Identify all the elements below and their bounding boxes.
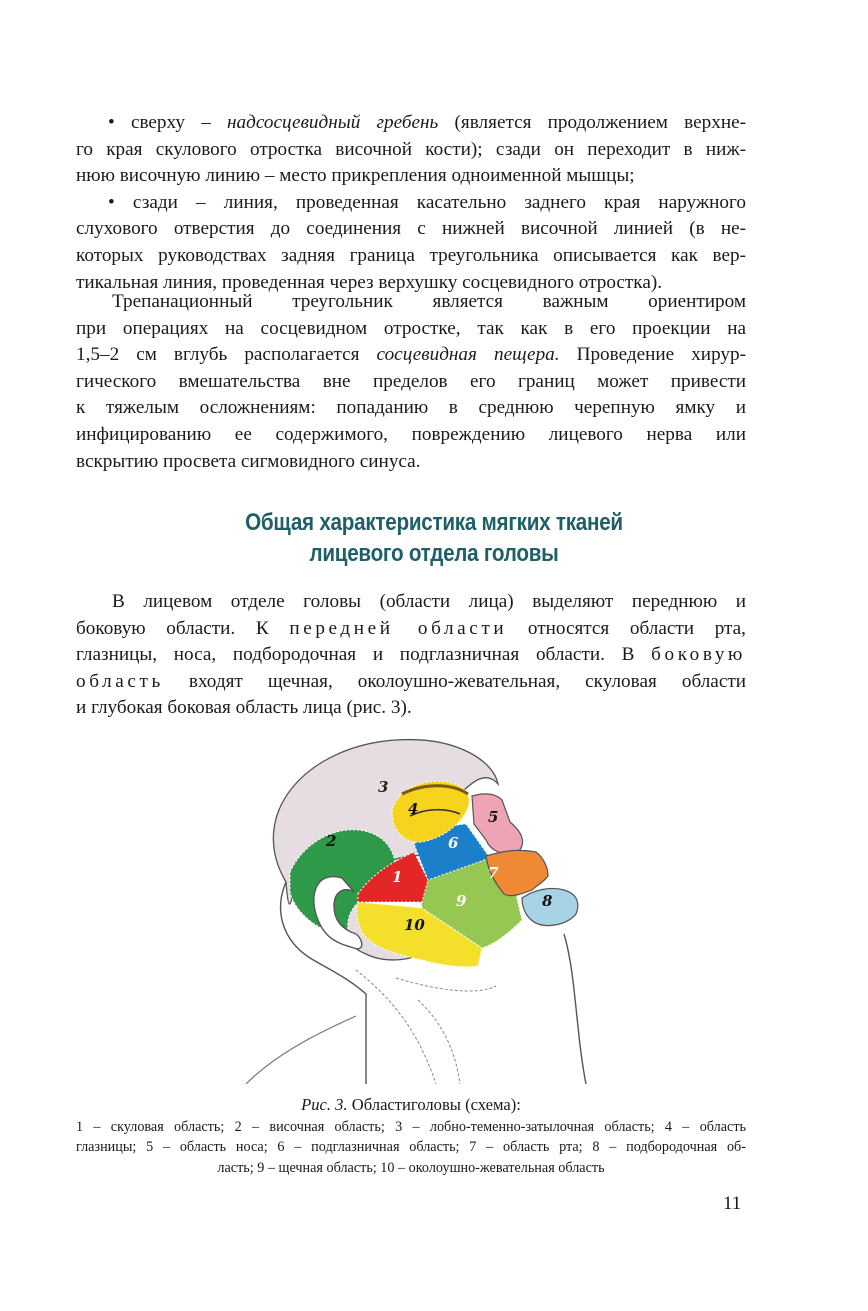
- paragraph-trepanation: [76, 289, 746, 475]
- region-label-9: 9: [456, 892, 467, 910]
- legend-line: глазницы; 5 – область носа; 6 – подглазничная область; 7 – область рта; 8 – подбородочная об-: [76, 1139, 746, 1156]
- neck-lines: [356, 970, 496, 1084]
- shoulder-line: [246, 1016, 356, 1084]
- region-label-3: 3: [378, 778, 389, 796]
- paragraph-face-regions: [76, 589, 746, 722]
- region-label-8: 8: [542, 892, 553, 910]
- text-line: го края скулового отростка височной кости); сзади он переходит в ниж-: [76, 138, 746, 160]
- text-line: 1,5–2 см вглубь располагается сосцевидная пещера. Проведение хирур-: [76, 344, 746, 366]
- figure-caption: Рис. 3. Областиголовы (схема):: [301, 1095, 521, 1114]
- heading-line: лицевого отдела головы: [309, 540, 559, 567]
- figure-legend: [76, 1117, 746, 1178]
- region-label-1: 1: [392, 868, 403, 886]
- text-line: которых руководствах задняя граница треугольника описывается как вер-: [76, 244, 746, 266]
- region-label-2: 2: [326, 832, 337, 850]
- region-label-6: 6: [448, 834, 459, 852]
- section-heading: [61, 507, 807, 569]
- head-regions-figure: [246, 734, 592, 1084]
- text-line: вскрытию просвета сигмовидного синуса.: [76, 450, 421, 472]
- region-label-5: 5: [488, 808, 499, 826]
- text-line: • сверху – надсосцевидный гребень (является продолжением верхне-: [108, 112, 746, 133]
- text-line: боковую области. К передней области относятся области рта,: [76, 617, 746, 639]
- page-number: 11: [723, 1193, 742, 1214]
- text-line: инфицированию ее содержимого, повреждению лицевого нерва или: [76, 423, 746, 445]
- region-label-7: 7: [488, 864, 499, 882]
- text-line: при операциях на сосцевидном отростке, так как в его проекции на: [76, 317, 746, 339]
- text-line: Трепанационный треугольник является важным ориентиром: [112, 291, 746, 312]
- text-line: к тяжелым осложнениям: попаданию в среднюю черепную ямку и: [76, 397, 746, 419]
- neck-outline: [564, 934, 586, 1084]
- text-line: область входят щечная, околоушно-жевательная, скуловая области: [76, 670, 746, 692]
- bullet-list: [76, 110, 746, 296]
- legend-line: ласть; 9 – щечная область; 10 – околоушно-жевательная область: [217, 1159, 605, 1176]
- text-line: • сзади – линия, проведенная касательно заднего края наружного: [108, 191, 746, 213]
- heading-line: Общая характеристика мягких тканей: [245, 509, 623, 536]
- text-line: глазницы, носа, подбородочная и подглазничная области. В боковую: [76, 644, 746, 666]
- text-line: нюю височную линию – место прикрепления одноименной мышцы;: [76, 165, 635, 187]
- text-line: слухового отверстия до соединения с нижней височной линией (в не-: [76, 218, 746, 240]
- region-label-10: 10: [404, 916, 425, 934]
- legend-line: 1 – скуловая область; 2 – височная область; 3 – лобно-теменно-затылочная область; 4 – область: [76, 1119, 746, 1135]
- text-line: гического вмешательства вне пределов его границ может привести: [76, 370, 746, 392]
- region-label-4: 4: [408, 800, 419, 818]
- text-line: тикальная линия, проведенная через верхушку сосцевидного отростка).: [76, 271, 663, 293]
- text-line: и глубокая боковая область лица (рис. 3).: [76, 697, 412, 719]
- text-line: В лицевом отделе головы (области лица) выделяют переднюю и: [112, 591, 746, 612]
